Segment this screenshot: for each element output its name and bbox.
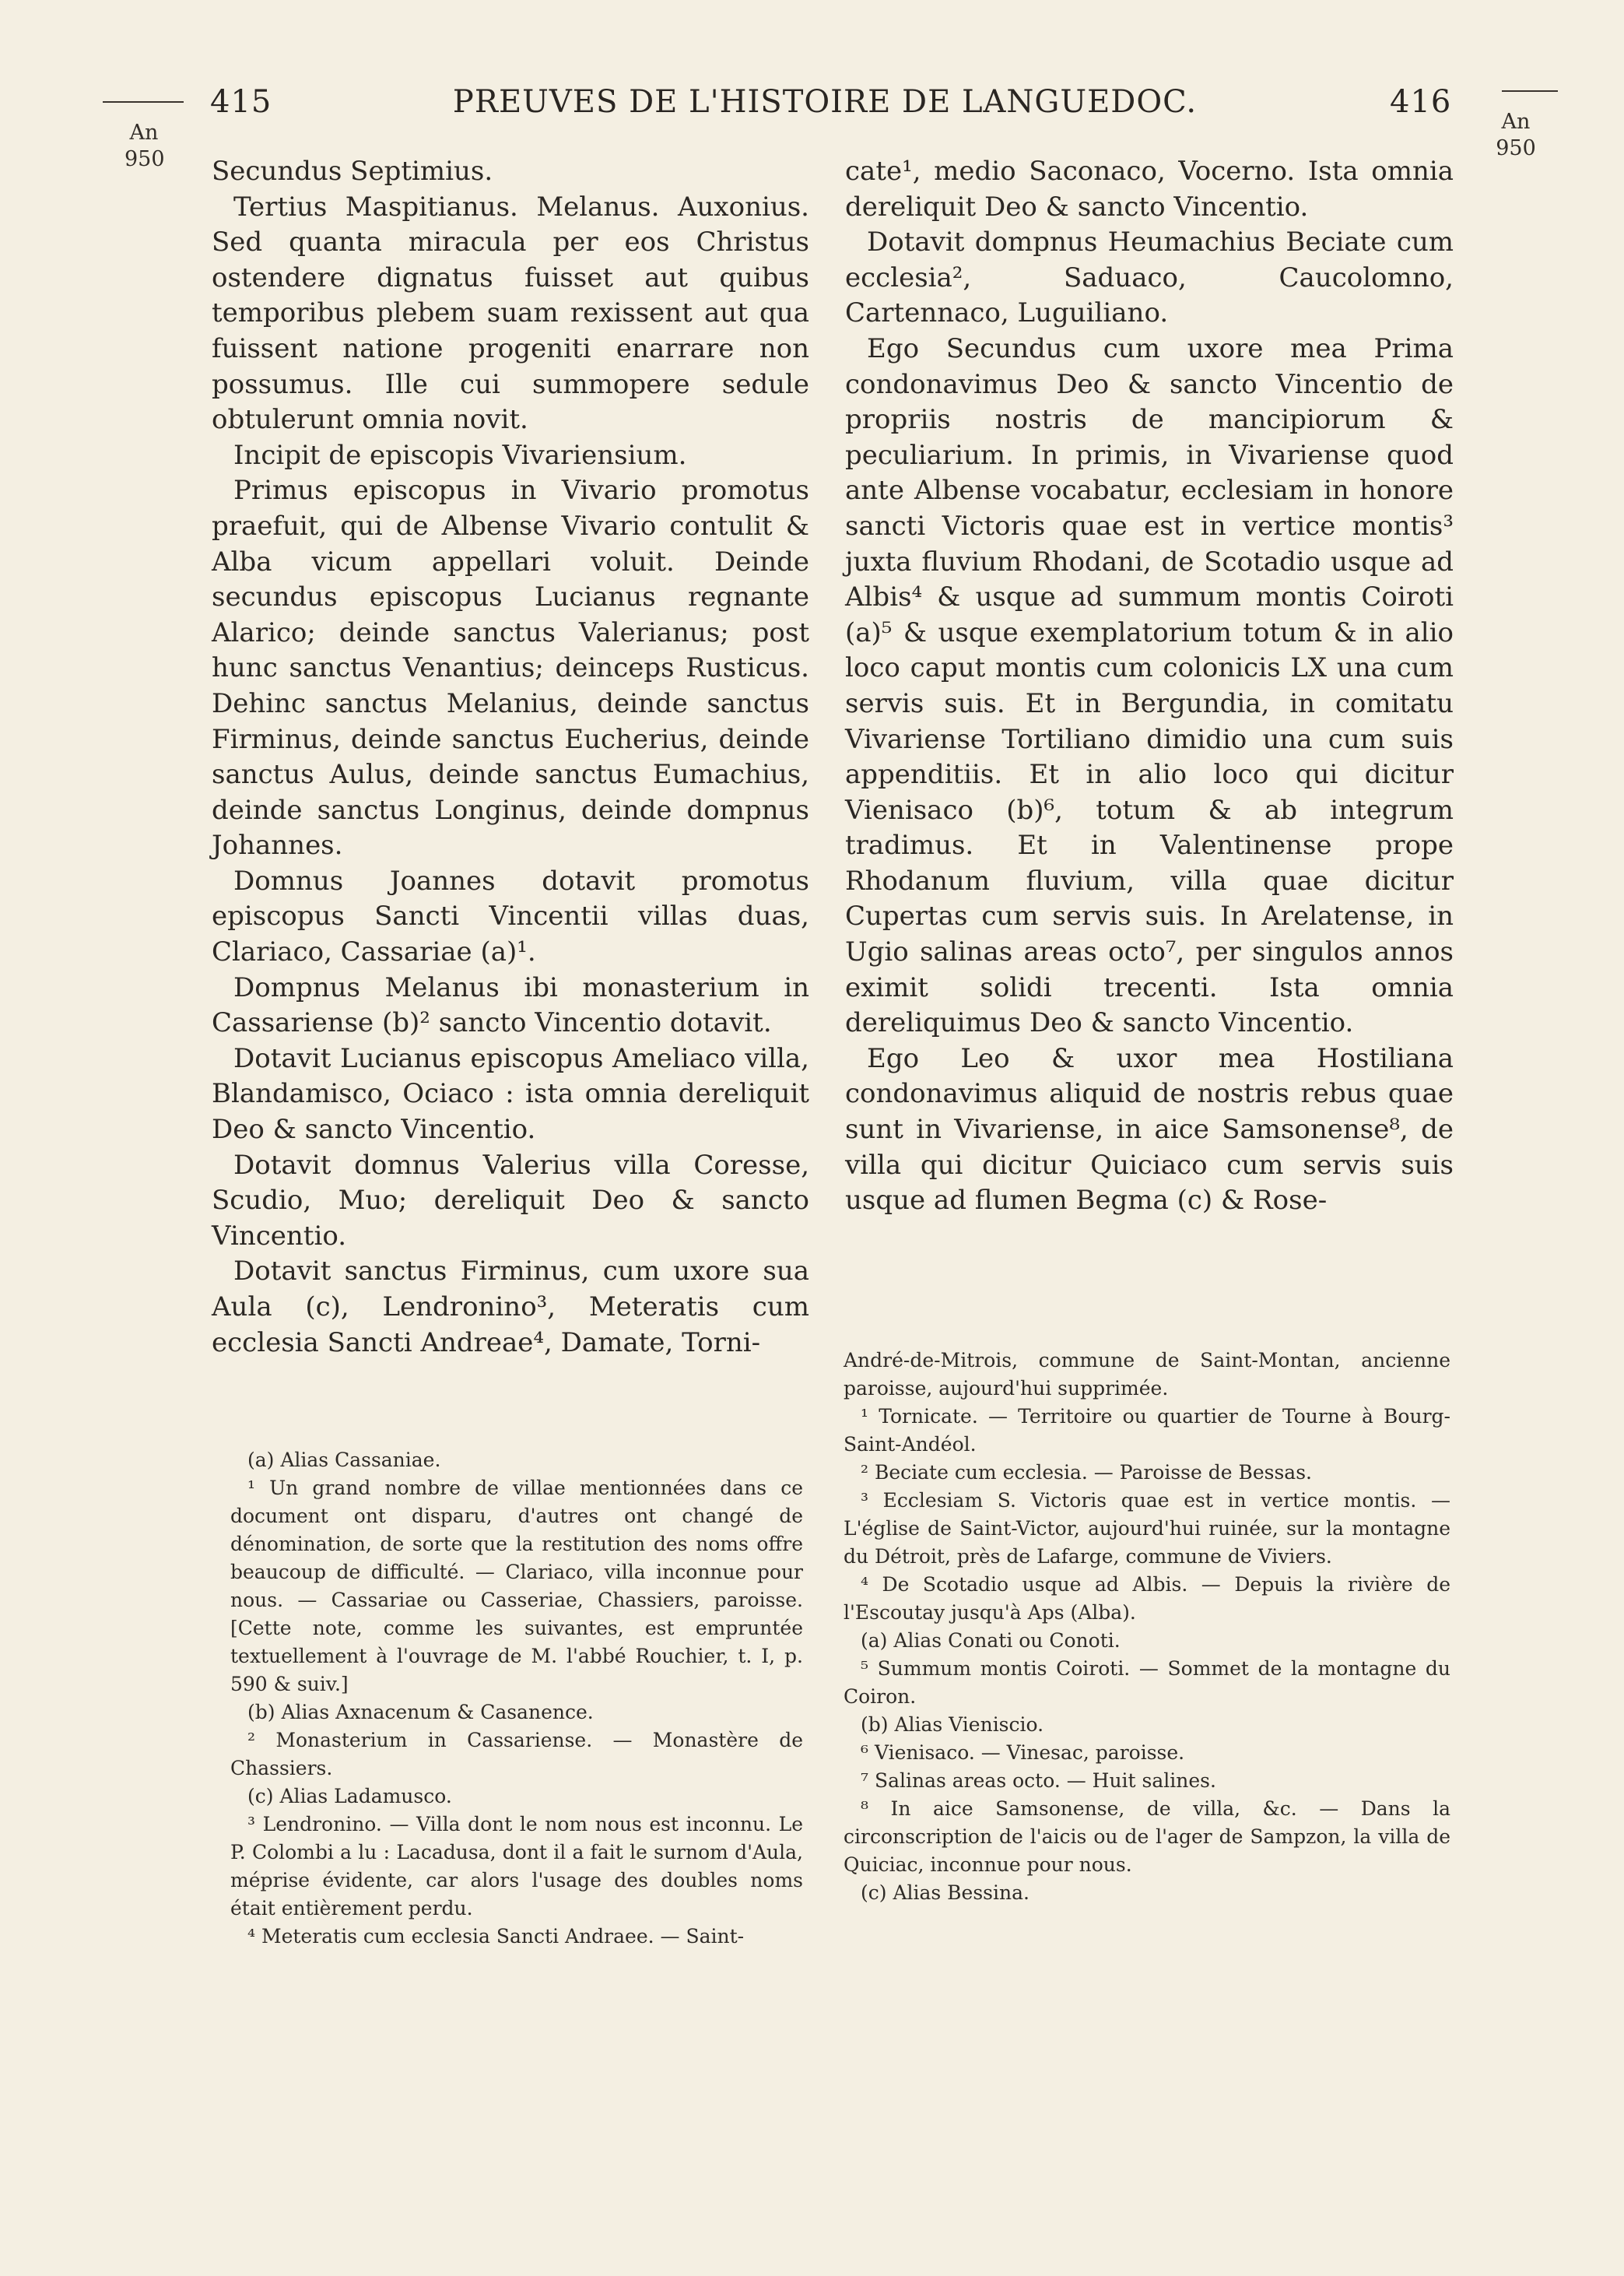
footnote: (b) Alias Axnacenum & Casanence. [247,1701,594,1723]
left-column [212,154,809,1361]
paragraph: Ego Secundus cum uxore mea Prima condonavimus Deo & sancto Vincentio de propriis nostris de mancipiorum & peculiarium. In primis, in Vivariense quod ante Albense vocabatur, ecclesiam in honore sancti Victoris quae est in vertice montis³ juxta fluvium Rhodani, de Scotadio usque ad Albis⁴ & usque ad summum montis Coiroti (a)⁵ & usque exemplatorium totum & in alio loco caput montis cum colonicis LX una cum servis suis. Et in Bergundia, in comitatu Vivariense Tortiliano dimidio una cum suis appenditiis. Et in alio loco qui dicitur Vienisaco (b)⁶, totum & ab integrum tradimus. Et in Valentinense prope Rhodanum fluvium, villa quae dicitur Cupertas cum servis suis. In Arelatense, in Ugio salinas areas octo⁷, per singulos annos eximit solidi trecenti. Ista omnia dereliquimus Deo & sancto Vincentio. [845,332,1454,1039]
paragraph: Domnus Joannes dotavit promotus episcopus Sancti Vincentii villas duas, Clariaco, Cassariae (a)¹. [212,865,809,968]
footnote: (c) Alias Ladamusco. [247,1785,452,1807]
left-footnotes [230,1446,803,1951]
footnote: (a) Alias Cassaniae. [247,1449,441,1471]
footnote: ² Beciate cum ecclesia. — Paroisse de Bessas. [861,1461,1312,1484]
footnote: ² Monasterium in Cassariense. — Monastère de Chassiers. [230,1729,803,1779]
footnote: (c) Alias Bessina. [861,1881,1029,1904]
footnote: ⁶ Vienisaco. — Vinesac, paroisse. [861,1741,1185,1764]
paragraph: Dotavit domnus Valerius villa Coresse, Scudio, Muo; dereliquit Deo & sancto Vincentio. [212,1149,809,1252]
paragraph: Secundus Septimius. [212,156,493,187]
paragraph: Incipit de episcopis Vivariensium. [233,439,687,471]
footnote: (a) Alias Conati ou Conoti. [861,1629,1121,1652]
margin-rule-right [1502,90,1558,92]
right-footnotes [844,1347,1450,1907]
running-title: PREUVES DE L'HISTOIRE DE LANGUEDOC. [452,84,1198,120]
paragraph: Dompnus Melanus ibi monasterium in Cassariense (b)² sancto Vincentio dotavit. [212,971,809,1039]
footnote: ⁷ Salinas areas octo. — Huit salines. [861,1769,1216,1792]
margin-year-value-right: 950 [1496,136,1536,160]
paragraph: Tertius Maspitianus. Melanus. Auxonius. Sed quanta miracula per eos Christus ostendere dignatus fuisset aut quibus temporibus plebem suam rexissent aut qua fuissent natione progeniti enarrare non possumus. Ille cui summopere sedule obtulerunt omnia novit. [212,191,809,436]
margin-label-left: An [129,121,159,145]
paragraph: cate¹, medio Saconaco, Vocerno. Ista omnia dereliquit Deo & sancto Vincentio. [845,156,1454,223]
footnote: ⁸ In aice Samsonense, de villa, &c. — Dans la circonscription de l'aicis ou de l'ager de Sampzon, la villa de Quiciac, inconnue pour nous. [844,1797,1450,1876]
footnote: ³ Lendronino. — Villa dont le nom nous est inconnu. Le P. Colombi a lu : Lacadusa, dont il a fait le surnom d'Aula, méprise évidente, car alors l'usage des doubles noms était entièrement perdu. [230,1813,803,1919]
right-column [845,154,1454,1219]
footnote: ⁵ Summum montis Coiroti. — Sommet de la montagne du Coiron. [844,1657,1450,1708]
margin-year-left [125,120,163,173]
paragraph: Ego Leo & uxor mea Hostiliana condonavimus aliquid de nostris rebus quae sunt in Vivariense, in aice Samsonense⁸, de villa qui dicitur Quiciaco cum servis suis usque ad flumen Begma (c) & Rose- [845,1042,1454,1217]
footnote: (b) Alias Vieniscio. [861,1713,1044,1736]
margin-label-right: An [1501,110,1531,134]
page-number-right: 416 [1390,84,1452,120]
paragraph: Dotavit sanctus Firminus, cum uxore sua Aula (c), Lendronino³, Meteratis cum ecclesia Sancti Andreae⁴, Damate, Torni- [212,1256,809,1358]
footnote: ¹ Un grand nombre de villae mentionnées dans ce document ont disparu, d'autres ont changé de dénomination, de sorte que la restitution des noms offre beaucoup de difficulté. — Clariaco, villa inconnue pour nous. — Cassariae ou Casseriae, Chassiers, paroisse. [Cette note, comme les suivantes, est empruntée textuellement à l'ouvrage de M. l'abbé Rouchier, t. I, p. 590 & suiv.] [230,1477,803,1695]
page-number-left: 415 [210,84,272,120]
margin-year-value-left: 950 [125,147,165,171]
footnote: ⁴ De Scotadio usque ad Albis. — Depuis la rivière de l'Escoutay jusqu'à Aps (Alba). [844,1573,1450,1624]
paragraph: Dotavit dompnus Heumachius Beciate cum ecclesia², Saduaco, Caucolomno, Cartennaco, Luguiliano. [845,227,1454,329]
margin-year-right [1496,109,1536,162]
paragraph: Primus episcopus in Vivario promotus praefuit, qui de Albense Vivario contulit & Alba vicum appellari voluit. Deinde secundus episcopus Lucianus regnante Alarico; deinde sanctus Valerianus; post hunc sanctus Venantius; deinceps Rusticus. Dehinc sanctus Melanius, deinde sanctus Firminus, deinde sanctus Eucherius, deinde sanctus Aulus, deinde sanctus Eumachius, deinde sanctus Longinus, deinde dompnus Johannes. [212,475,809,862]
footnote: André-de-Mitrois, commune de Saint-Montan, ancienne paroisse, aujourd'hui supprimée. [844,1349,1450,1400]
margin-rule-left [103,101,184,103]
footnote: ³ Ecclesiam S. Victoris quae est in vertice montis. — L'église de Saint-Victor, aujourd'hui ruinée, sur la montagne du Détroit, près de Lafarge, commune de Viviers. [844,1489,1450,1568]
paragraph: Dotavit Lucianus episcopus Ameliaco villa, Blandamisco, Ociaco : ista omnia dereliquit Deo & sancto Vincentio. [212,1042,809,1146]
footnote: ⁴ Meteratis cum ecclesia Sancti Andraee. — Saint- [247,1925,745,1948]
footnote: ¹ Tornicate. — Territoire ou quartier de Tourne à Bourg-Saint-Andéol. [844,1405,1450,1456]
